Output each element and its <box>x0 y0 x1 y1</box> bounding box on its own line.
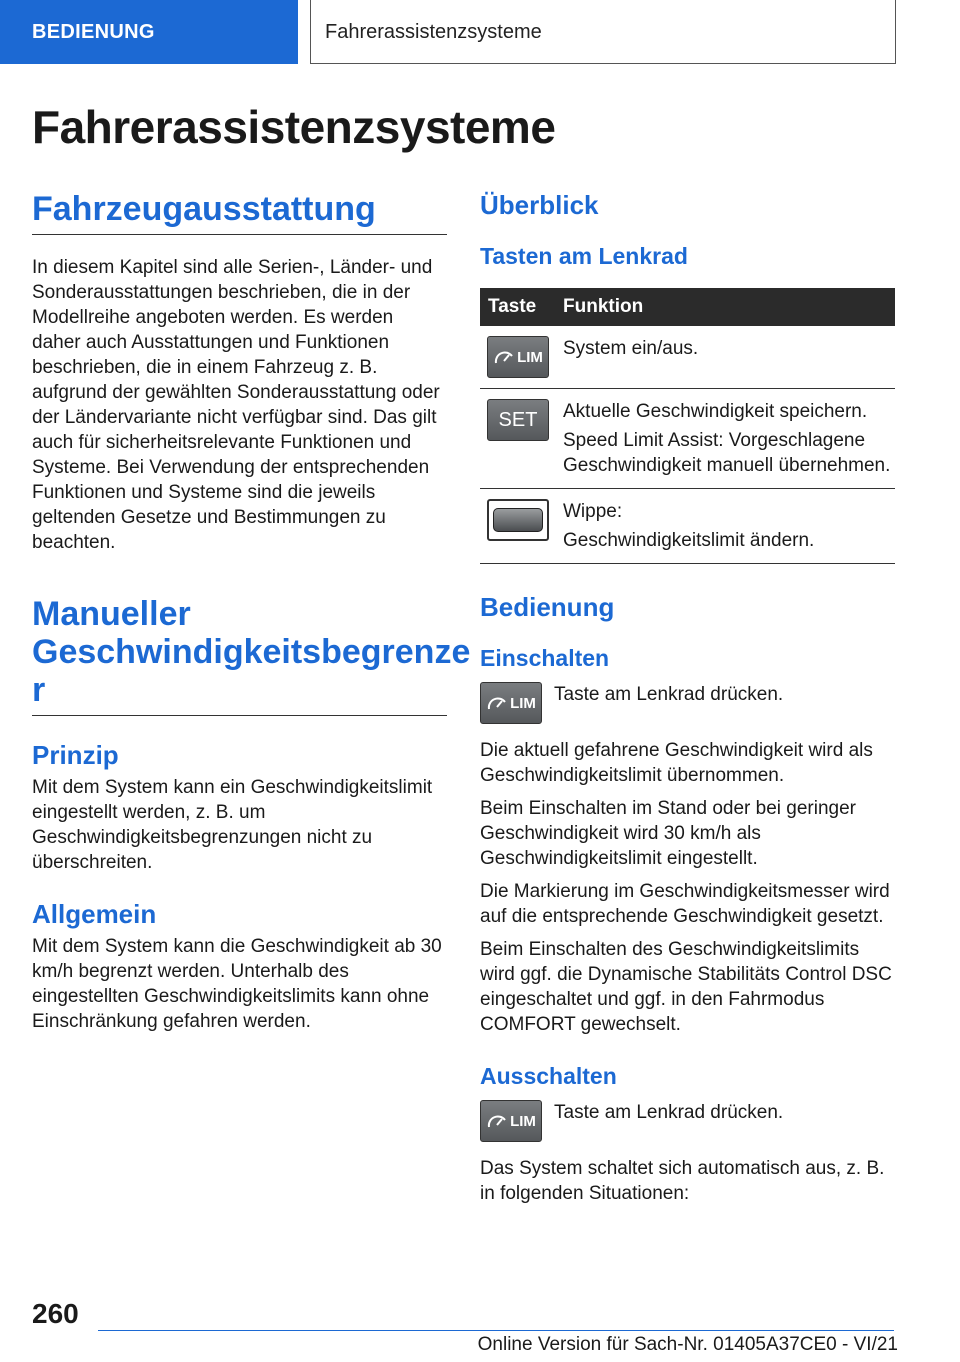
heading-manueller-1: Manueller <box>32 595 191 633</box>
heading-fahrzeugausstattung: Fahrzeugausstattung <box>32 190 376 228</box>
set-button-label: SET <box>498 408 538 431</box>
paragraph-einschalten-taste: Taste am Lenkrad drücken. <box>554 684 784 705</box>
button-table <box>480 288 895 564</box>
rocker-switch-icon <box>487 499 549 541</box>
table-header-row <box>480 288 895 326</box>
section-fahrzeugausstattung <box>32 190 447 235</box>
chapter-header-label: Fahrerassistenzsysteme <box>325 21 542 43</box>
lim-button-label: LIM <box>510 1112 536 1130</box>
lim-button-label: LIM <box>517 348 543 366</box>
footer-version: Online Version für Sach-Nr. 01405A37CE0 - VI/21 <box>477 1334 898 1355</box>
table-cell-funktion <box>555 489 895 564</box>
table-cell-funktion <box>555 389 895 489</box>
speedometer-icon <box>493 348 515 366</box>
paragraph-ausschalten-1: Das System schaltet sich automatisch aus, z. B. in folgenden Situationen: <box>480 1158 885 1204</box>
paragraph-ausschalten-taste: Taste am Lenkrad drücken. <box>554 1102 784 1123</box>
page-title: Fahrerassistenzsysteme <box>32 101 556 153</box>
left-column <box>32 190 471 1034</box>
table-row <box>480 326 895 389</box>
paragraph-einschalten-3: Die Markierung im Geschwindigkeitsmesser wird auf die entsprechende Geschwindigkeit gesetzt. <box>480 881 890 927</box>
heading-manueller-3: r <box>32 671 46 709</box>
table-cell-icon <box>480 326 555 389</box>
section-tab[interactable]: BEDIENUNG <box>0 0 298 64</box>
paragraph-allgemein: Mit dem System kann die Geschwindigkeit ab 30 km/h begrenzt werden. Unterhalb des eingestellten Geschwindigkeitslimits kann ohne Einschränkung gefahren werden. <box>32 936 442 1032</box>
paragraph-einschalten-4: Beim Einschalten des Geschwindigkeitslimits wird ggf. die Dynamische Stabilitäts Control DSC eingeschaltet und ggf. in den Fahrmodus COMFORT gewechselt. <box>480 939 892 1035</box>
table-cell-icon <box>480 389 555 489</box>
speedometer-icon <box>486 1112 508 1130</box>
table-text-limit-aendern: Geschwindigkeitslimit ändern. <box>563 530 815 551</box>
heading-ueberblick: Überblick <box>480 190 599 220</box>
heading-einschalten: Einschalten <box>480 645 610 671</box>
heading-manueller-2: Geschwindigkeitsbegrenze <box>32 633 471 671</box>
right-column <box>480 190 895 1206</box>
paragraph-einschalten-2: Beim Einschalten im Stand oder bei geringer Geschwindigkeit wird 30 km/h als Geschwindigkeitslimit eingestellt. <box>480 798 856 869</box>
lim-button-icon <box>480 1100 542 1142</box>
set-button-icon <box>487 399 549 441</box>
table-cell-icon <box>480 489 555 564</box>
page-number: 260 <box>32 1298 79 1329</box>
paragraph-fahrzeugausstattung: In diesem Kapitel sind alle Serien-, Länder- und Sonderausstattungen beschrieben, die in der Modellreihe angeboten werden. Es werden daher auch Ausstattungen und Funktionen beschrieben, die in einem Fahrzeug z. B. aufgrund der gewählten Sonderausstattung oder der Ländervariante nicht verfügbar sind. Das gilt auch für sicherheitsrelevante Funktionen und Systeme. Bei Verwendung der entsprechenden Funktionen und Systeme sind die jeweils geltenden Gesetze und Bestimmungen zu beachten. <box>32 257 440 553</box>
speedometer-icon <box>486 694 508 712</box>
heading-tasten-lenkrad: Tasten am Lenkrad <box>480 243 688 269</box>
lim-button-icon <box>487 336 549 378</box>
heading-allgemein: Allgemein <box>32 899 157 929</box>
chapter-header <box>310 0 896 64</box>
rocker-switch-shape <box>493 508 543 532</box>
einschalten-instruction <box>480 682 895 724</box>
table-header-funktion: Funktion <box>555 288 895 326</box>
table-text-speed-limit-assist: Speed Limit Assist: Vorgeschlagene Geschwindigkeit manuell übernehmen. <box>563 430 891 476</box>
heading-bedienung: Bedienung <box>480 592 615 622</box>
footer-divider <box>98 1330 894 1331</box>
table-cell-funktion: System ein/aus. <box>555 326 895 389</box>
paragraph-einschalten-1: Die aktuell gefahrene Geschwindigkeit wird als Geschwindigkeitslimit übernommen. <box>480 740 873 786</box>
ausschalten-instruction <box>480 1100 895 1142</box>
heading-prinzip: Prinzip <box>32 740 119 770</box>
lim-button-label: LIM <box>510 694 536 712</box>
table-row <box>480 489 895 564</box>
table-text-wippe: Wippe: <box>563 501 623 522</box>
section-manueller-begrenzer <box>32 595 471 716</box>
lim-button-icon <box>480 682 542 724</box>
table-row <box>480 389 895 489</box>
paragraph-prinzip: Mit dem System kann ein Geschwindigkeitslimit eingestellt werden, z. B. um Geschwindigkeitsbegrenzungen nicht zu überschreiten. <box>32 777 433 873</box>
table-text-speichern: Aktuelle Geschwindigkeit speichern. <box>563 401 868 422</box>
heading-ausschalten: Ausschalten <box>480 1063 617 1089</box>
table-header-taste: Taste <box>480 288 555 326</box>
